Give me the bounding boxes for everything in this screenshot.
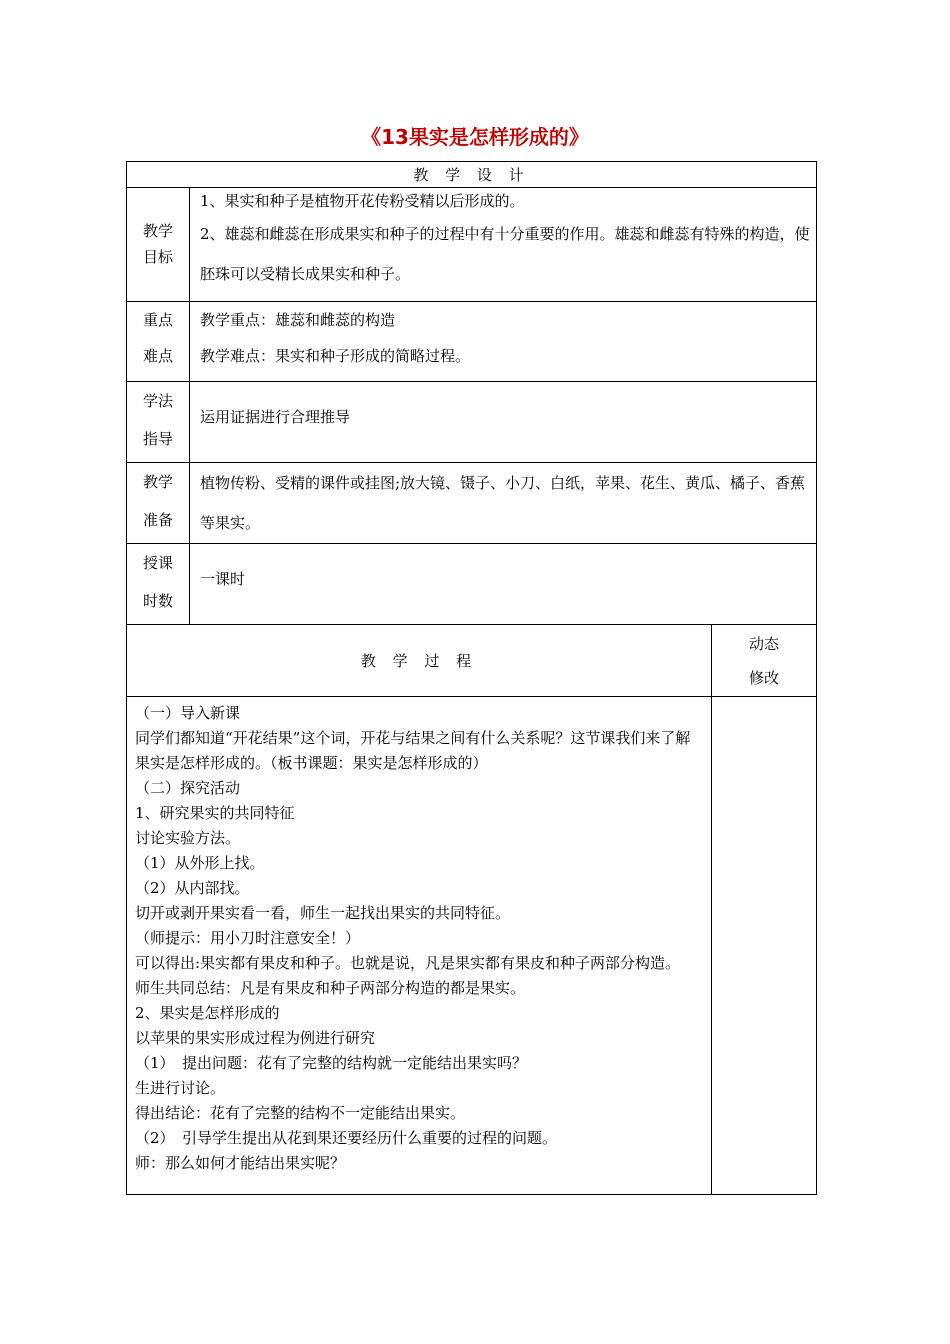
process-line: 师生共同总结：凡是有果皮和种子两部分构造的都是果实。 — [135, 979, 526, 997]
process-line: （1）从外形上找。 — [135, 854, 265, 872]
method-label: 学法 指导 — [127, 382, 190, 463]
process-content — [127, 697, 712, 1195]
document-title: 《13果实是怎样形成的》 — [361, 125, 589, 149]
preparation-label: 教学 准备 — [127, 463, 190, 544]
process-line: （师提示：用小刀时注意安全！） — [135, 929, 361, 947]
process-line: （1） 提出问题：花有了完整的结构就一定能结出果实吗？ — [135, 1054, 528, 1072]
process-line: 可以得出:果实都有果皮和种子。也就是说，凡是果实都有果皮和种子两部分构造。 — [135, 954, 681, 972]
process-line: 切开或剥开果实看一看，师生一起找出果实的共同特征。 — [135, 904, 511, 922]
process-line: 同学们都知道“开花结果”这个词，开花与结果之间有什么关系呢？这节课我们来了解果实是怎样形成的。（板书课题：果实是怎样形成的） — [135, 729, 691, 772]
hours-content: 一课时 — [190, 544, 817, 625]
objectives-label: 教学 目标 — [127, 188, 190, 302]
process-line: 讨论实验方法。 — [135, 829, 241, 847]
key-points-label: 重点 难点 — [127, 302, 190, 382]
hours-label: 授课 时数 — [127, 544, 190, 625]
process-header: 教 学 过 程 — [127, 625, 712, 697]
process-line: （二）探究活动 — [135, 779, 241, 797]
lesson-plan-table — [126, 161, 817, 1195]
preparation-content: 植物传粉、受精的课件或挂图;放大镜、镊子、小刀、白纸，苹果、花生、黄瓜、橘子、香蕉等果实。 — [190, 463, 817, 544]
method-content: 运用证据进行合理推导 — [190, 382, 817, 463]
design-header: 教 学 设 计 — [127, 162, 817, 188]
key-points-content: 教学重点：雄蕊和雌蕊的构造 教学难点：果实和种子形成的简略过程。 — [190, 302, 817, 382]
process-line: 师：那么如何才能结出果实呢？ — [135, 1154, 346, 1172]
process-line: 生进行讨论。 — [135, 1079, 226, 1097]
revision-header: 动态 修改 — [712, 625, 817, 697]
process-line: （一）导入新课 — [135, 704, 241, 722]
revision-cell — [712, 697, 817, 1195]
process-line: （2） 引导学生提出从花到果还要经历什么重要的过程的问题。 — [135, 1129, 558, 1147]
process-line: 得出结论：花有了完整的结构不一定能结出果实。 — [135, 1104, 466, 1122]
process-line: 以苹果的果实形成过程为例进行研究 — [135, 1029, 376, 1047]
process-line: 1、研究果实的共同特征 — [135, 804, 295, 822]
objectives-content: 1、果实和种子是植物开花传粉受精以后形成的。 2、雄蕊和雌蕊在形成果实和种子的过程中有十分重要的作用。雄蕊和雌蕊有特殊的构造，使胚珠可以受精长成果实和种子。 — [190, 188, 817, 302]
process-line: 2、果实是怎样形成的 — [135, 1004, 280, 1022]
process-line: （2）从内部找。 — [135, 879, 250, 897]
